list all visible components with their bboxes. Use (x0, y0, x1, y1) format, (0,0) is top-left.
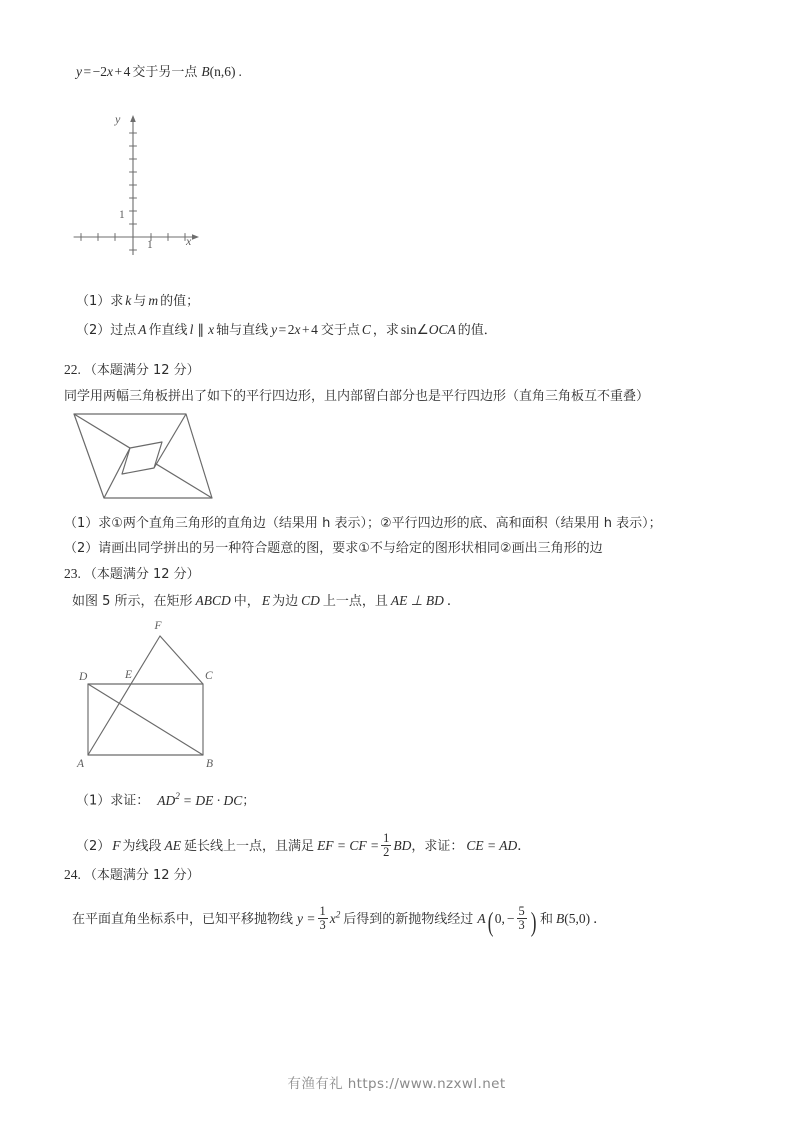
q23-part-2-seg-ae: AE (164, 838, 182, 854)
q22-number: 22. (64, 362, 81, 377)
q21-part-2-axis-x: x (208, 322, 215, 337)
q24-terminator: ． (593, 911, 607, 927)
q21-part-1-var-m: m (148, 293, 159, 308)
q21-part-2-text-e: 交于点 (320, 323, 360, 338)
q23-stem (72, 592, 460, 611)
q21-point-coords: (n,6) (209, 64, 236, 79)
q21-part-2-text-d: 轴与直线 (216, 323, 269, 338)
q23-part-1-expr-base: AD (157, 792, 176, 808)
q24-score-note: （本题满分 12 分） (83, 868, 200, 883)
q24-point-a-frac-den: 3 (518, 918, 525, 933)
figure-parallelogram-triangles (62, 406, 222, 506)
label-F: F (154, 620, 162, 632)
q24-point-a-label: A (477, 911, 486, 927)
q23-stem-d: 上一点，且 (322, 594, 388, 609)
q23-part-1-expr-sup: 2 (175, 791, 180, 801)
q21-part-2-text-a: 过点 (110, 323, 137, 338)
q23-part-2-eq-b: BD (393, 838, 412, 854)
paren-open-icon: ( (487, 906, 494, 938)
q21-part-2-text-b: 作直线 (148, 323, 188, 338)
label-C: C (205, 670, 213, 682)
q22-part-2-marker: （2） (64, 541, 99, 556)
q24-point-a-x: 0, (494, 911, 505, 927)
q23-stem-perp: AE ⊥ BD (390, 593, 444, 608)
q21-part-1-text-c: 的值； (160, 294, 200, 309)
q23-part-2-text-c: 延长线上一点，且满足 (184, 839, 315, 855)
label-E: E (125, 669, 133, 681)
y-unit-label: 1 (119, 209, 125, 221)
q22-part-2-text: 请画出同学拼出的另一种符合题意的图，要求①不与给定的图形状相同②画出三角形的边 (98, 541, 603, 556)
q23-score-note: （本题满分 12 分） (83, 567, 200, 582)
label-A: A (77, 758, 85, 770)
q21-part-1-text-b: 与 (133, 294, 147, 309)
q22-part-1-text: 求①两个直角三角形的直角边（结果用 h 表示）；②平行四边形的底、高和面积（结果用 h 表示）； (98, 516, 662, 531)
watermark: 有渔有礼 https://www.nzxwl.net (287, 1076, 506, 1092)
q24-point-a-frac-num: 5 (518, 904, 525, 918)
q21-part-1 (76, 292, 199, 311)
q22-score-note: （本题满分 12 分） (83, 363, 200, 378)
q23-stem-seg-cd: CD (301, 593, 320, 608)
q22-part-2 (64, 540, 603, 558)
q24-stem-a: 在平面直角坐标系中，已知平移抛物线 (72, 912, 294, 928)
label-D: D (79, 671, 88, 683)
q24-point-a-sign: − (506, 911, 515, 927)
q23-stem-c: 为边 (272, 594, 299, 609)
q22-part-1-marker: （1） (64, 516, 99, 531)
q21-part-2-parallel-symbol: ∥ (197, 322, 205, 337)
x-axis-label: x (186, 234, 192, 248)
figure-rectangle-abcd (68, 618, 238, 768)
q21-part-1-var-k: k (125, 293, 132, 308)
q24-frac-num: 1 (319, 904, 326, 918)
q23-stem-shape: ABCD (195, 593, 231, 608)
q23-part-1 (76, 790, 255, 810)
x-unit-label: 1 (147, 239, 153, 251)
q23-part-2 (76, 832, 531, 859)
q23-part-2-frac-den: 2 (383, 845, 390, 860)
q24-eq-x: x (329, 911, 336, 927)
q23-part-2-text-b: 为线段 (122, 839, 162, 855)
q23-part-2-eq-c: CE = AD (466, 838, 518, 854)
y-axis-arrow (130, 115, 136, 122)
q22-part-1 (64, 515, 662, 533)
q23-part-2-eq-a: EF = CF = (317, 838, 380, 854)
q23-stem-b: 中， (233, 594, 260, 609)
q21-part-2-point-a: A (138, 322, 147, 337)
q23-part-1-expr-rest: = DE · DC (182, 792, 243, 808)
q23-part-2-fraction (381, 832, 391, 859)
q23-number: 23. (64, 566, 81, 581)
q23-part-2-terminator: ． (517, 838, 531, 854)
paren-close-icon: ) (530, 906, 537, 938)
q21-part-1-text-a: 求 (110, 294, 124, 309)
q24-heading (64, 866, 200, 885)
q22-stem: 同学用两幅三角板拼出了如下的平行四边形，且内部留白部分也是平行四边形（直角三角板互不重叠） (64, 389, 650, 404)
q23-part-2-frac-num: 1 (383, 831, 390, 845)
q24-frac-den: 3 (319, 918, 326, 933)
q21-part-2-line-l: l (189, 322, 194, 337)
figure-coordinate-axes (66, 112, 206, 257)
q23-part-2-text-d: ，求证： (411, 839, 464, 855)
q21-part-2: （2）过点 A 作直线 l ∥ x 轴与直线 y = 2x + 4 交于点 C ，求 sin∠OCA 的值． (76, 322, 497, 338)
q24-number: 24. (64, 867, 81, 882)
q24-stem: 在平面直角坐标系中，已知平移抛物线 y = $\frac{1}{3}$ $x^2$ 后得到的新抛物线经过 A( 0, − $\frac{5}{3}$ ) 和 B(5,0) ． (72, 904, 607, 938)
q21-part-2-point-c: C (361, 322, 371, 337)
q21-part-1-marker: （1） (76, 294, 111, 309)
q24-stem-c: 和 (539, 912, 553, 928)
q24-eq-y: y = (297, 911, 316, 927)
q23-stem-a: 如图 5 所示，在矩形 (72, 594, 193, 609)
q22-heading (64, 361, 200, 380)
y-axis-label: y (115, 112, 121, 126)
q23-stem-e: ． (446, 593, 461, 608)
q24-stem-b: 后得到的新抛物线经过 (343, 912, 474, 928)
q24-fraction-one-third (318, 905, 328, 932)
q23-part-1-label: 求证： (110, 793, 150, 809)
label-B: B (206, 758, 214, 770)
q23-heading (64, 565, 200, 584)
q24-point-a-fraction (517, 905, 527, 932)
q23-part-2-point-f: F (112, 838, 121, 854)
q21-continuation-line: y = −2x + 4 交于另一点 B(n,6) . (76, 64, 242, 80)
x-axis-arrow (192, 234, 199, 239)
q21-part-2-text-f: ，求 (372, 323, 399, 338)
q23-stem-point-e: E (261, 593, 271, 608)
q21-part-2-text-g: 的值． (457, 323, 497, 338)
q23-part-2-marker: （2） (76, 839, 111, 855)
q24-eq-x-sup: 2 (335, 909, 341, 920)
q21-continuation-text: 交于另一点 (132, 65, 198, 80)
q23-part-1-terminator: ； (242, 793, 256, 809)
q21-part-2-marker: （2） (76, 323, 111, 338)
q21-point-label: B (201, 64, 210, 79)
q23-part-1-marker: （1） (76, 793, 111, 809)
